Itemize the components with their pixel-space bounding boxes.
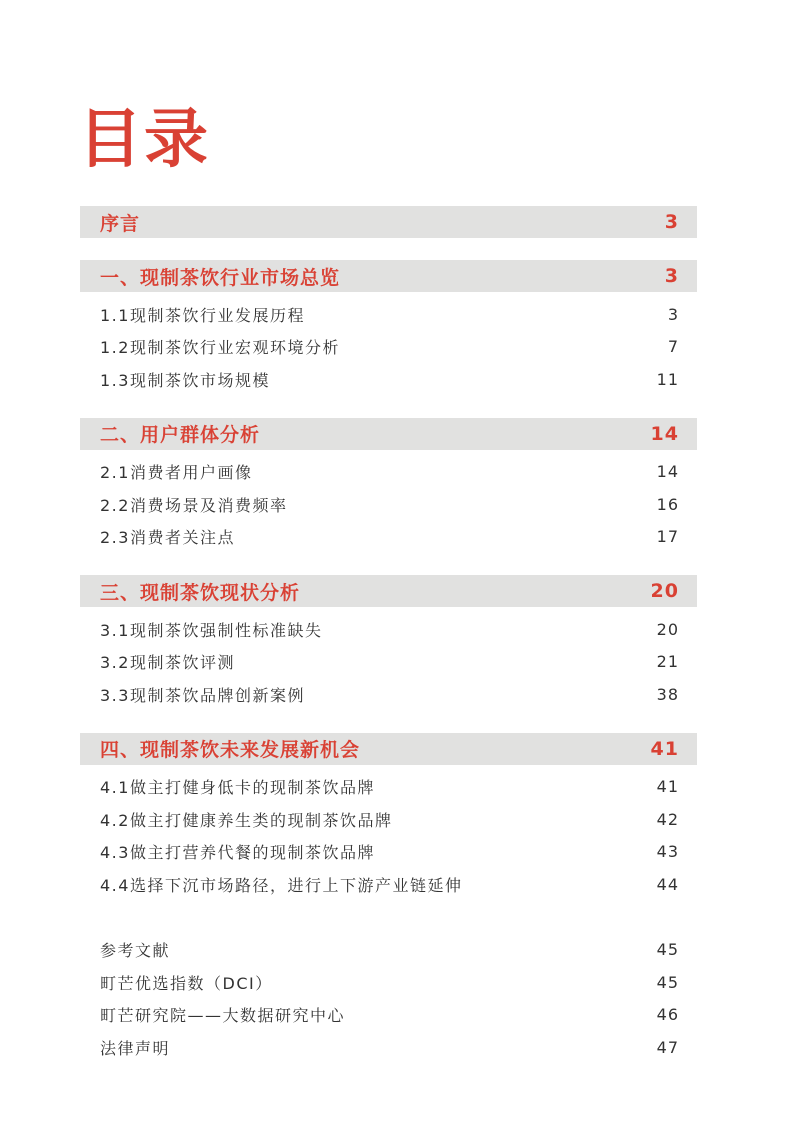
toc-item-title: 3.2现制茶饮评测	[100, 653, 235, 673]
toc-item[interactable]	[80, 488, 697, 521]
toc-item-title: 1.2现制茶饮行业宏观环境分析	[100, 338, 340, 358]
toc-item[interactable]	[80, 868, 697, 901]
toc-item[interactable]	[80, 331, 697, 364]
section-page-number: 20	[650, 580, 679, 602]
toc-item-title: 1.1现制茶饮行业发展历程	[100, 305, 305, 325]
toc-section-header[interactable]	[80, 260, 697, 292]
toc-item-page-number: 42	[656, 809, 679, 829]
toc-item[interactable]	[80, 298, 697, 331]
toc-item-title: 2.2消费场景及消费频率	[100, 495, 288, 515]
table-of-contents	[80, 206, 697, 1064]
toc-section-4	[80, 733, 697, 901]
toc-item[interactable]	[80, 803, 697, 836]
section-title: 序言	[100, 212, 141, 235]
toc-item-page-number: 3	[667, 304, 679, 324]
toc-item-title: 参考文献	[100, 941, 171, 961]
toc-item-page-number: 47	[656, 1037, 679, 1057]
toc-item[interactable]	[80, 836, 697, 869]
toc-section-header[interactable]	[80, 575, 697, 607]
toc-item-title: 4.4选择下沉市场路径，进行上下游产业链延伸	[100, 875, 463, 895]
page-title: 目录	[78, 103, 210, 177]
toc-item[interactable]	[80, 646, 697, 679]
toc-item-title: 1.3现制茶饮市场规模	[100, 370, 270, 390]
toc-section-2	[80, 418, 697, 554]
toc-item-title: 4.3做主打营养代餐的现制茶饮品牌	[100, 843, 375, 863]
toc-item[interactable]	[80, 363, 697, 396]
toc-item-page-number: 41	[656, 777, 679, 797]
toc-item[interactable]	[80, 966, 697, 999]
toc-item-title: 4.1做主打健身低卡的现制茶饮品牌	[100, 778, 375, 798]
toc-appendix-list	[80, 934, 697, 1064]
toc-item[interactable]	[80, 1031, 697, 1064]
toc-item-page-number: 11	[656, 369, 679, 389]
toc-item-page-number: 14	[656, 462, 679, 482]
section-title: 一、现制茶饮行业市场总览	[100, 266, 341, 289]
section-page-number: 3	[664, 211, 679, 233]
toc-item-page-number: 20	[656, 619, 679, 639]
toc-item-title: 町芒研究院——大数据研究中心	[100, 1006, 346, 1026]
toc-section-preface	[80, 206, 697, 238]
toc-item-page-number: 21	[656, 652, 679, 672]
toc-item[interactable]	[80, 613, 697, 646]
toc-section-header[interactable]	[80, 206, 697, 238]
toc-item-page-number: 7	[667, 337, 679, 357]
toc-item-title: 2.1消费者用户画像	[100, 463, 253, 483]
toc-item[interactable]	[80, 678, 697, 711]
toc-item-title: 2.3消费者关注点	[100, 528, 235, 548]
toc-item[interactable]	[80, 999, 697, 1032]
toc-item[interactable]	[80, 771, 697, 804]
toc-item[interactable]	[80, 456, 697, 489]
section-title: 四、现制茶饮未来发展新机会	[100, 739, 361, 761]
section-page-number: 3	[664, 265, 679, 287]
section-title: 三、现制茶饮现状分析	[100, 581, 301, 604]
section-title: 二、用户群体分析	[100, 424, 261, 446]
toc-item-page-number: 46	[656, 1005, 679, 1025]
toc-item-title: 3.3现制茶饮品牌创新案例	[100, 685, 305, 705]
toc-section-1	[80, 260, 697, 396]
toc-item-page-number: 45	[656, 940, 679, 960]
toc-item-page-number: 44	[656, 874, 679, 894]
toc-section-3	[80, 575, 697, 711]
toc-item-page-number: 43	[656, 842, 679, 862]
toc-item[interactable]	[80, 521, 697, 554]
toc-item-page-number: 45	[656, 972, 679, 992]
toc-item-title: 4.2做主打健康养生类的现制茶饮品牌	[100, 810, 393, 830]
toc-item-title: 町芒优选指数（DCI）	[100, 973, 273, 993]
toc-item-title: 法律声明	[100, 1038, 171, 1058]
toc-section-header[interactable]	[80, 733, 697, 765]
section-page-number: 41	[650, 737, 679, 760]
toc-item-page-number: 17	[656, 527, 679, 547]
section-page-number: 14	[650, 422, 679, 445]
toc-item[interactable]	[80, 934, 697, 967]
toc-item-page-number: 16	[656, 494, 679, 514]
toc-section-header[interactable]	[80, 418, 697, 450]
toc-item-title: 3.1现制茶饮强制性标准缺失	[100, 620, 323, 640]
toc-item-page-number: 38	[656, 684, 679, 704]
